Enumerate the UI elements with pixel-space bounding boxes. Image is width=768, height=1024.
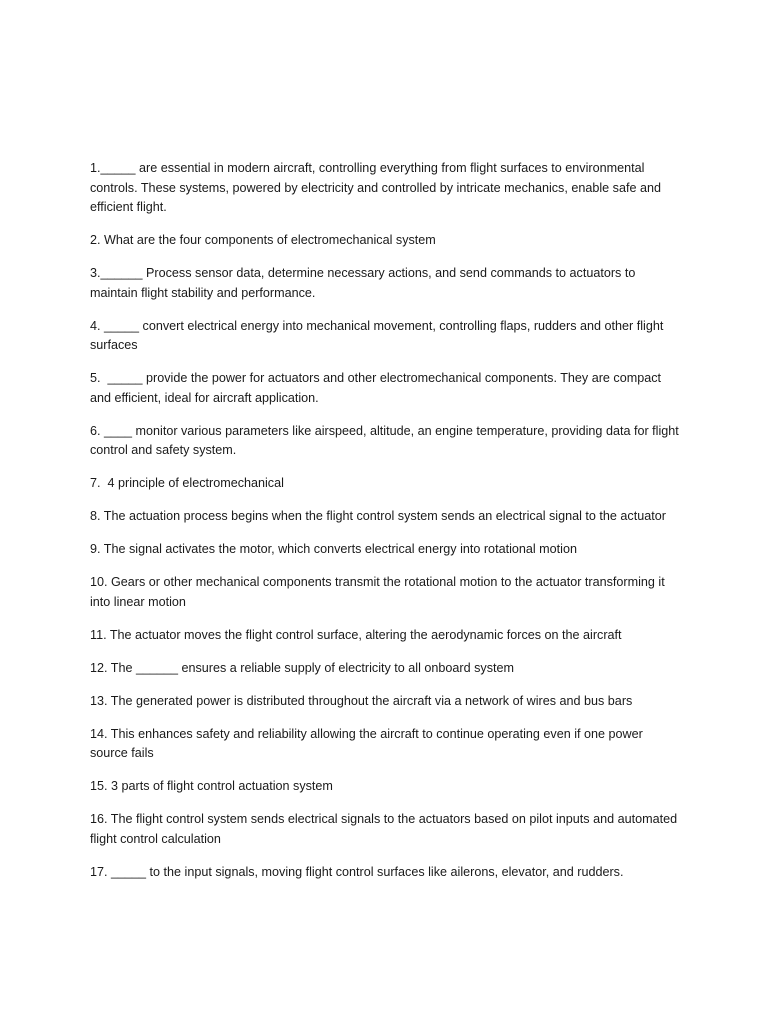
question-12: 12. The ______ ensures a reliable supply of electricity to all onboard system bbox=[90, 660, 514, 675]
question-list bbox=[90, 159, 682, 896]
question-8: 8. The actuation process begins when the flight control system sends an electrical signal to the actuator bbox=[90, 509, 666, 523]
question-15: 15. 3 parts of flight control actuation system bbox=[90, 779, 333, 793]
question-1: 1._____ are essential in modern aircraft, controlling everything from flight surfaces to environmental controls. These systems, powered by electricity and controlled by intricate mechanics, enable safe and efficient flight. bbox=[90, 161, 665, 214]
question-2: 2. What are the four components of electromechanical system bbox=[90, 233, 436, 247]
question-17: 17. _____ to the input signals, moving flight control surfaces like ailerons, elevator, and rudders. bbox=[90, 864, 624, 879]
question-10: 10. Gears or other mechanical components transmit the rotational motion to the actuator transforming it into linear motion bbox=[90, 575, 669, 609]
question-9: 9. The signal activates the motor, which converts electrical energy into rotational motion bbox=[90, 542, 577, 556]
question-4: 4. _____ convert electrical energy into mechanical movement, controlling flaps, rudders and other flight surfaces bbox=[90, 318, 667, 352]
question-5: 5. _____ provide the power for actuators and other electromechanical components. They are compact and efficient, ideal for aircraft application. bbox=[90, 371, 665, 405]
question-16: 16. The flight control system sends electrical signals to the actuators based on pilot inputs and automated flight control calculation bbox=[90, 812, 681, 846]
question-14: 14. This enhances safety and reliability allowing the aircraft to continue operating even if one power source fails bbox=[90, 726, 647, 760]
question-6: 6. ____ monitor various parameters like airspeed, altitude, an engine temperature, providing data for flight control and safety system. bbox=[90, 423, 683, 457]
question-11: 11. The actuator moves the flight control surface, altering the aerodynamic forces on the aircraft bbox=[90, 627, 622, 642]
question-13: 13. The generated power is distributed throughout the aircraft via a network of wires and bus bars bbox=[90, 693, 633, 708]
question-7: 7. 4 principle of electromechanical bbox=[90, 476, 284, 490]
question-3: 3.______ Process sensor data, determine necessary actions, and send commands to actuators to maintain flight stability and performance. bbox=[90, 266, 639, 300]
